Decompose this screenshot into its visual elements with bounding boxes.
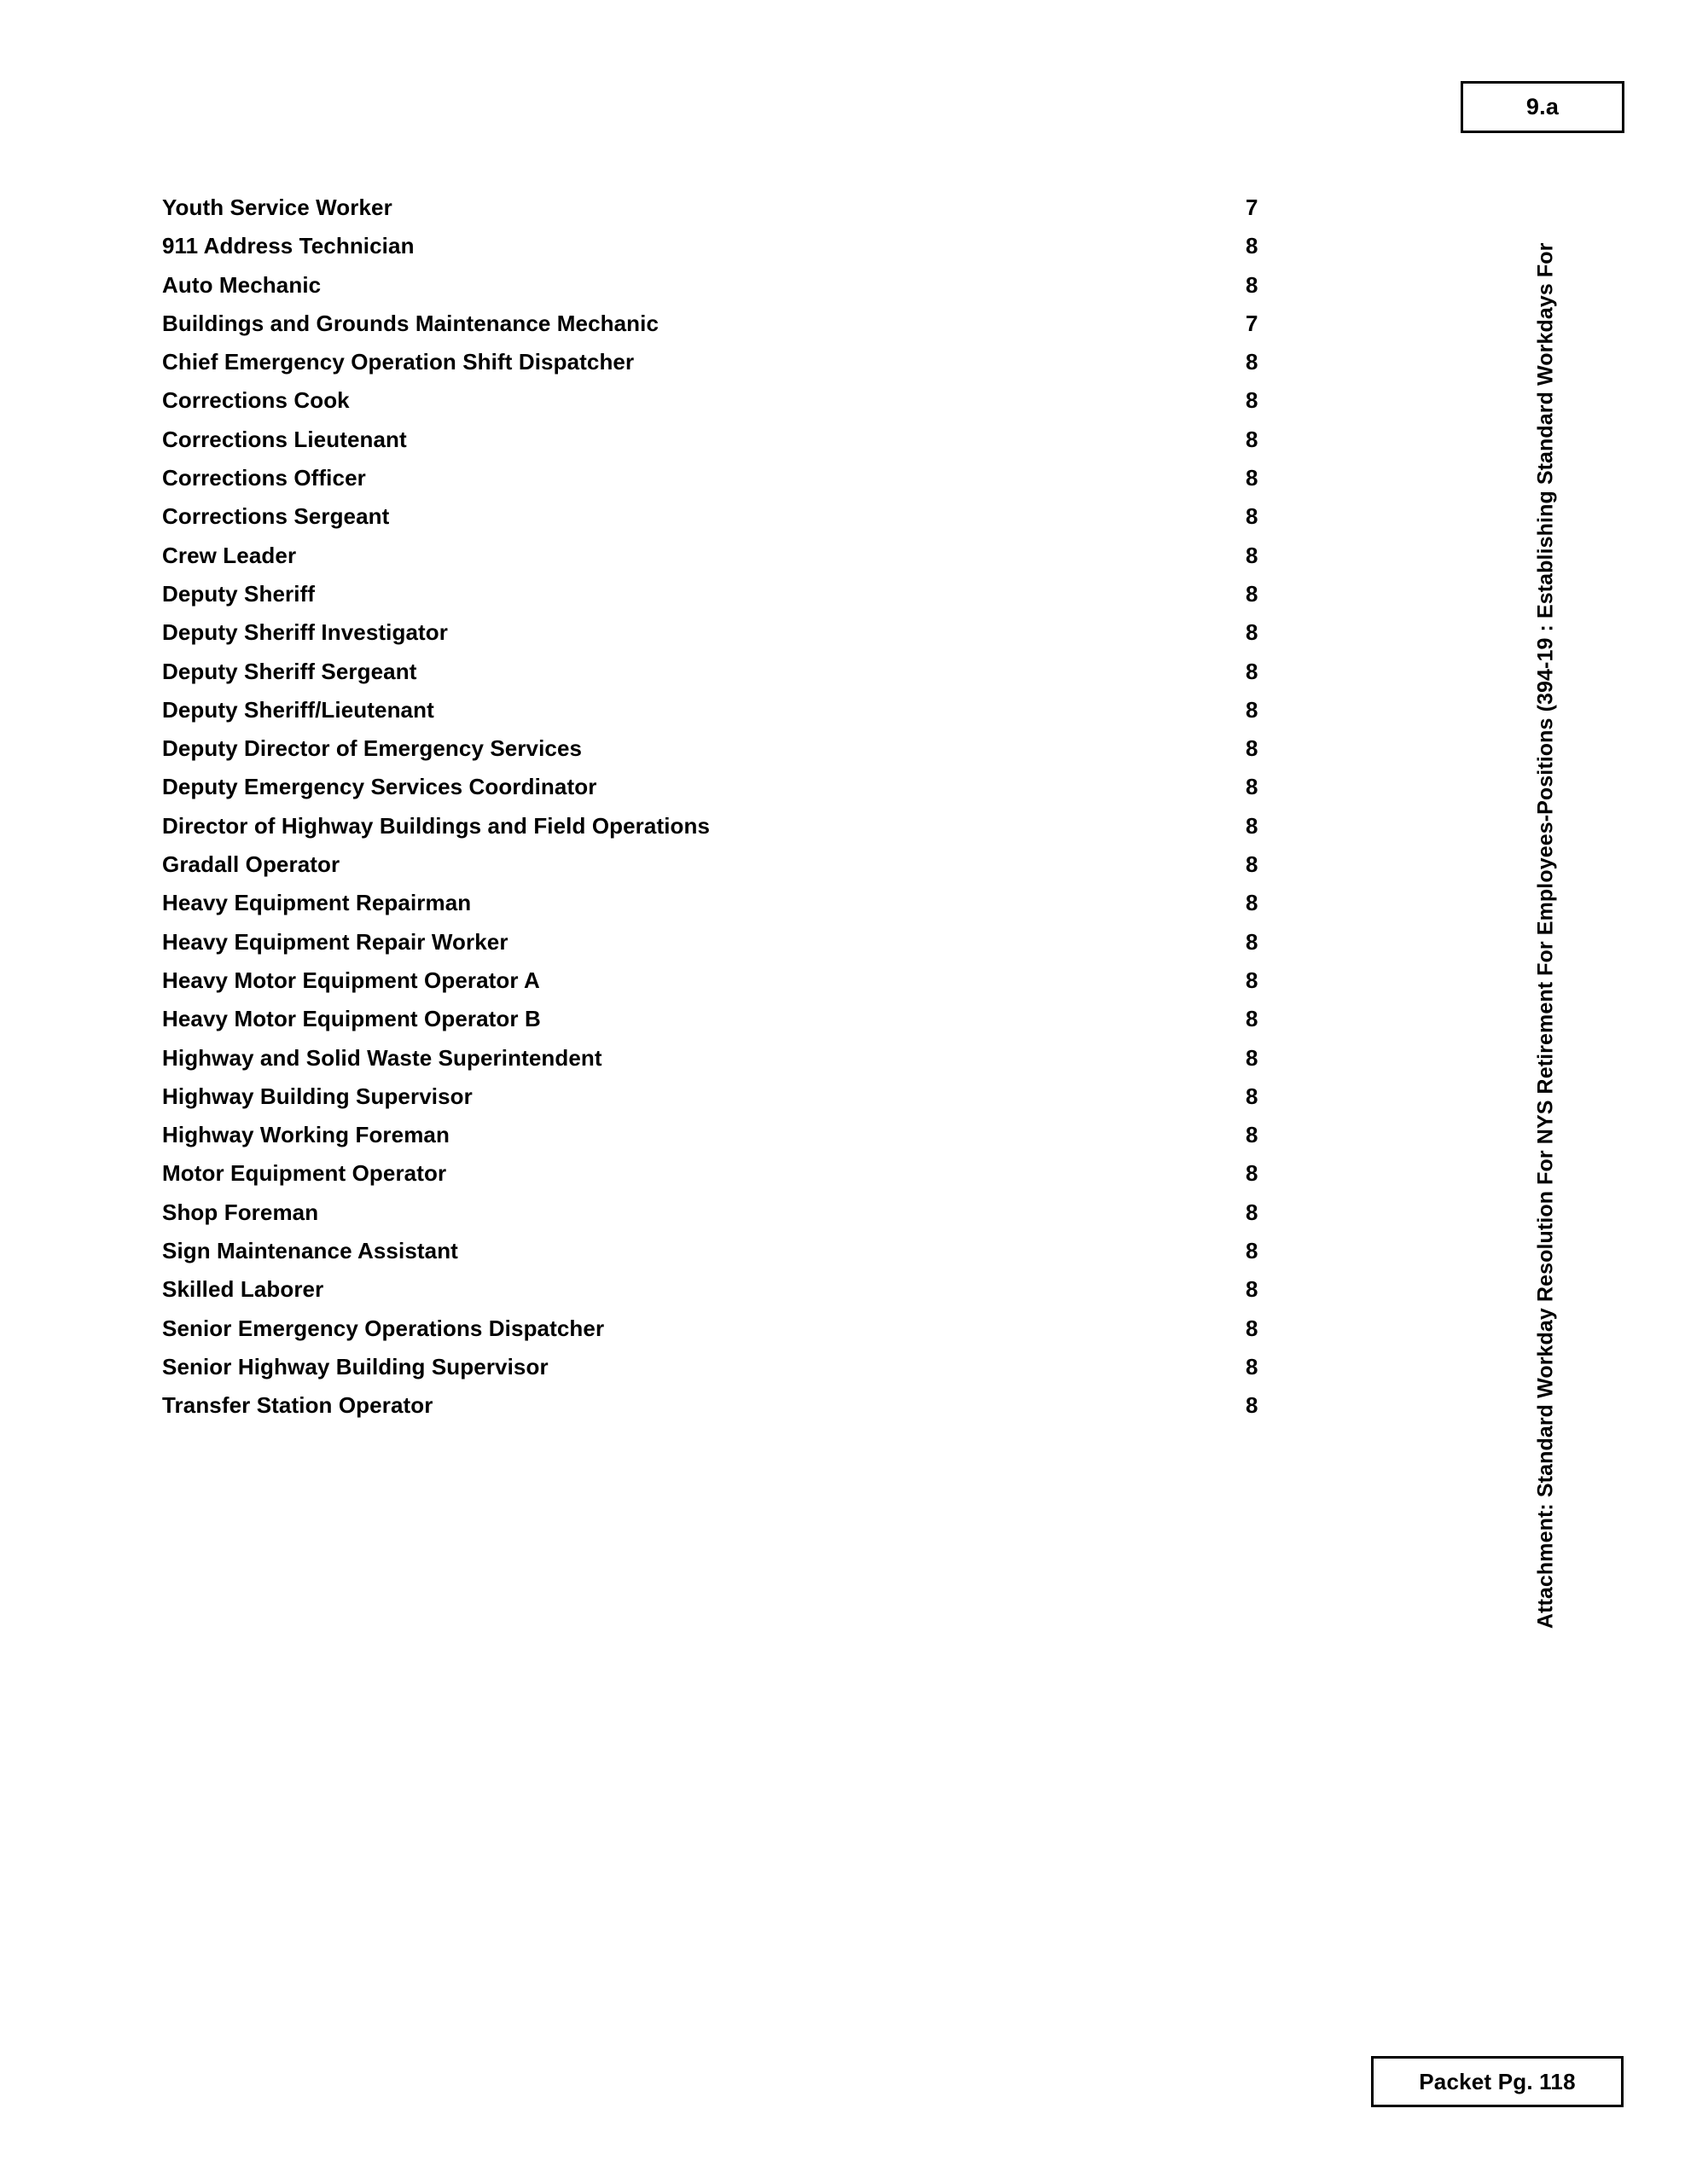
table-row (162, 1045, 1297, 1083)
standard-workday-hours: 8 (1246, 1199, 1258, 1225)
attachment-caption-text: Attachment: Standard Workday Resolution For NYS Retirement For Employees-Positions (394-19 : Establishing Standard Workdays For (1533, 242, 1558, 1629)
table-row (162, 349, 1297, 387)
table-row (162, 851, 1297, 890)
position-title: Deputy Emergency Services Coordinator (162, 774, 597, 800)
table-row (162, 929, 1297, 967)
position-title: Highway Working Foreman (162, 1122, 450, 1148)
standard-workday-hours: 8 (1246, 696, 1258, 723)
standard-workday-hours: 8 (1246, 619, 1258, 646)
position-title: Director of Highway Buildings and Field Operations (162, 812, 711, 839)
standard-workday-hours: 8 (1246, 1160, 1258, 1187)
position-title: Auto Mechanic (162, 271, 322, 298)
table-row (162, 735, 1297, 774)
position-title: Corrections Lieutenant (162, 426, 407, 452)
position-title: Skilled Laborer (162, 1276, 324, 1303)
position-title: Buildings and Grounds Maintenance Mechanic (162, 310, 659, 336)
position-title: Transfer Station Operator (162, 1392, 433, 1419)
standard-workday-hours: 8 (1246, 271, 1258, 298)
table-row (162, 1006, 1297, 1044)
table-row (162, 427, 1297, 465)
table-row (162, 1316, 1297, 1354)
table-row (162, 1083, 1297, 1122)
table-row (162, 619, 1297, 658)
standard-workday-hours: 8 (1246, 851, 1258, 878)
position-title: Corrections Officer (162, 465, 366, 491)
agenda-item-number-box (1461, 81, 1624, 133)
standard-workday-hours: 8 (1246, 774, 1258, 800)
position-title: Youth Service Worker (162, 195, 392, 220)
standard-workday-hours: 8 (1246, 542, 1258, 568)
standard-workday-hours: 8 (1246, 1083, 1258, 1109)
standard-workday-hours: 8 (1246, 1315, 1258, 1341)
standard-workday-hours: 8 (1246, 928, 1258, 955)
position-title: Heavy Equipment Repair Worker (162, 928, 508, 955)
position-title: Deputy Sheriff (162, 580, 316, 607)
position-title: Deputy Sheriff Investigator (162, 619, 448, 646)
position-title: Deputy Sheriff/Lieutenant (162, 696, 434, 723)
standard-workday-hours: 8 (1246, 890, 1258, 916)
table-row (162, 1392, 1297, 1431)
table-row (162, 387, 1297, 426)
table-row (162, 967, 1297, 1006)
standard-workday-hours: 8 (1246, 580, 1258, 607)
agenda-item-number: 9.a (1525, 94, 1560, 119)
table-row (162, 1238, 1297, 1276)
standard-workday-hours: 8 (1246, 503, 1258, 530)
standard-workday-hours: 8 (1246, 349, 1258, 375)
table-row (162, 1122, 1297, 1160)
table-row (162, 1276, 1297, 1315)
position-title: Heavy Equipment Repairman (162, 890, 472, 916)
standard-workday-hours: 8 (1246, 426, 1258, 452)
standard-workday-hours: 8 (1246, 812, 1258, 839)
position-title: Corrections Cook (162, 387, 350, 414)
standard-workday-hours: 8 (1246, 1353, 1258, 1380)
position-title: Heavy Motor Equipment Operator A (162, 967, 540, 993)
table-row (162, 1160, 1297, 1199)
standard-workday-hours: 8 (1246, 1392, 1258, 1419)
table-row (162, 233, 1297, 271)
position-title: Highway Building Supervisor (162, 1083, 473, 1109)
table-row (162, 1199, 1297, 1238)
standard-workday-hours: 8 (1246, 735, 1258, 762)
standard-workday-hours: 8 (1246, 1006, 1258, 1032)
standard-workday-hours: 8 (1246, 1276, 1258, 1303)
positions-list (162, 195, 1297, 1432)
standard-workday-hours: 8 (1246, 233, 1258, 259)
position-title: Shop Foreman (162, 1199, 319, 1225)
table-row (162, 890, 1297, 928)
table-row (162, 581, 1297, 619)
position-title: Heavy Motor Equipment Operator B (162, 1006, 541, 1032)
standard-workday-hours: 8 (1246, 1044, 1258, 1071)
standard-workday-hours: 8 (1246, 1238, 1258, 1264)
position-title: Senior Highway Building Supervisor (162, 1353, 549, 1380)
table-row (162, 311, 1297, 349)
position-title: Highway and Solid Waste Superintendent (162, 1044, 602, 1071)
packet-page-label: Packet Pg. 118 (1419, 2068, 1576, 2094)
table-row (162, 774, 1297, 812)
standard-workday-hours: 8 (1246, 1122, 1258, 1148)
position-title: Motor Equipment Operator (162, 1160, 447, 1187)
standard-workday-hours: 7 (1246, 310, 1258, 336)
standard-workday-hours: 8 (1246, 658, 1258, 684)
position-title: Sign Maintenance Assistant (162, 1238, 458, 1264)
position-title: Corrections Sergeant (162, 503, 390, 530)
table-row (162, 1354, 1297, 1392)
position-title: Senior Emergency Operations Dispatcher (162, 1315, 605, 1341)
position-title: Crew Leader (162, 542, 297, 568)
position-title: 911 Address Technician (162, 233, 415, 259)
position-title: Deputy Sheriff Sergeant (162, 658, 417, 684)
position-title: Chief Emergency Operation Shift Dispatcher (162, 349, 635, 375)
table-row (162, 272, 1297, 311)
table-row (162, 697, 1297, 735)
standard-workday-hours: 7 (1246, 195, 1258, 220)
table-row (162, 503, 1297, 542)
standard-workday-hours: 8 (1246, 387, 1258, 414)
attachment-caption (1520, 230, 1572, 1988)
position-title: Deputy Director of Emergency Services (162, 735, 583, 762)
position-title: Gradall Operator (162, 851, 340, 878)
table-row (162, 465, 1297, 503)
standard-workday-hours: 8 (1246, 967, 1258, 993)
table-row (162, 195, 1297, 233)
packet-page-box (1371, 2056, 1624, 2107)
table-row (162, 659, 1297, 697)
table-row (162, 543, 1297, 581)
standard-workday-hours: 8 (1246, 465, 1258, 491)
table-row (162, 813, 1297, 851)
